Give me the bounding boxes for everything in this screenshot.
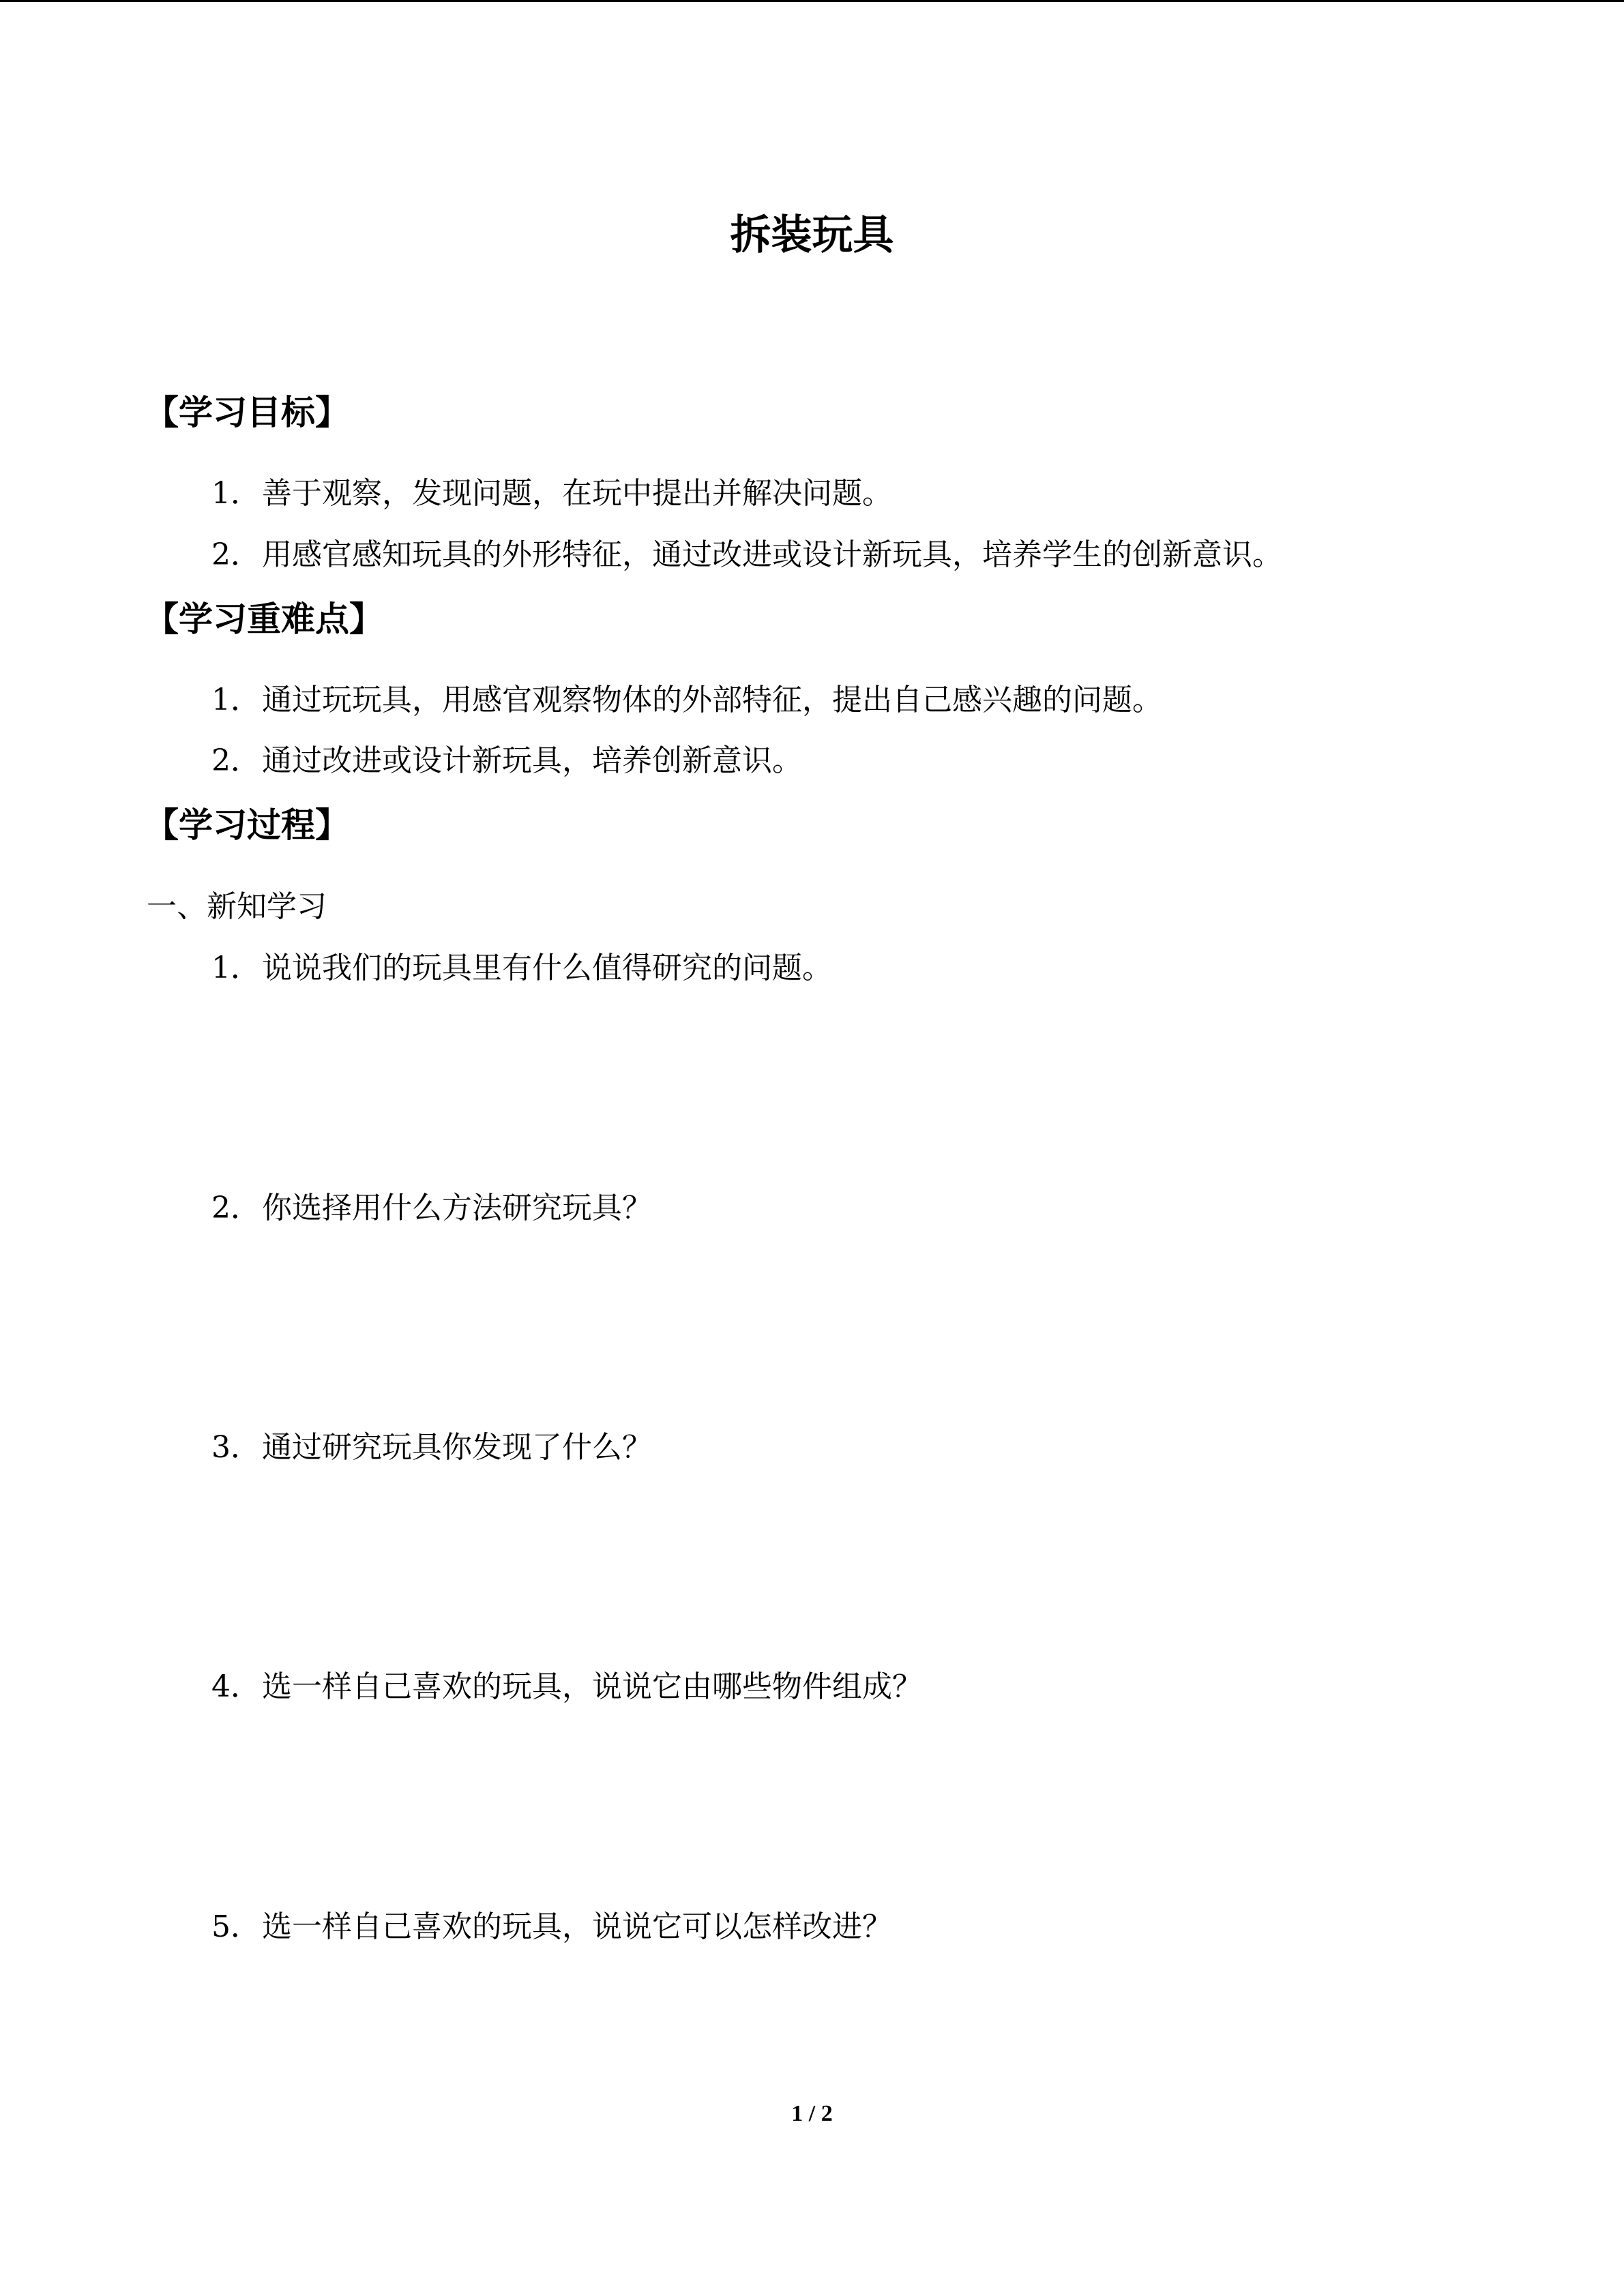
item-number: 2． bbox=[211, 1191, 261, 1225]
item-number: 2． bbox=[211, 537, 261, 572]
document-title: 拆装玩具 bbox=[730, 211, 894, 259]
list-item bbox=[211, 741, 802, 781]
item-number: 5． bbox=[211, 1909, 261, 1944]
item-number: 1． bbox=[211, 951, 261, 985]
item-text: 说说我们的玩具里有什么值得研究的问题。 bbox=[262, 951, 832, 985]
question-item bbox=[211, 1907, 892, 1948]
question-item bbox=[211, 1667, 922, 1708]
item-number: 1． bbox=[211, 476, 261, 511]
item-text: 通过玩玩具，用感官观察物体的外部特征，提出自己感兴趣的问题。 bbox=[262, 683, 1162, 717]
item-text: 善于观察，发现问题，在玩中提出并解决问题。 bbox=[262, 476, 892, 511]
item-text: 你选择用什么方法研究玩具？ bbox=[262, 1191, 652, 1225]
list-item bbox=[211, 473, 892, 514]
list-item bbox=[211, 680, 1162, 721]
item-text: 通过研究玩具你发现了什么？ bbox=[262, 1430, 652, 1465]
item-text: 用感官感知玩具的外形特征，通过改进或设计新玩具，培养学生的创新意识。 bbox=[262, 537, 1282, 572]
item-number: 4． bbox=[211, 1669, 261, 1704]
item-number: 1． bbox=[211, 683, 261, 717]
heading-key-difficulties: 【学习重难点】 bbox=[145, 599, 383, 639]
question-item bbox=[211, 1188, 652, 1229]
subsection-label: 一、新知学习 bbox=[147, 889, 327, 924]
question-item bbox=[211, 1427, 652, 1468]
item-text: 选一样自己喜欢的玩具，说说它由哪些物件组成？ bbox=[262, 1669, 922, 1704]
item-text: 通过改进或设计新玩具，培养创新意识。 bbox=[262, 743, 802, 778]
item-text: 选一样自己喜欢的玩具，说说它可以怎样改进？ bbox=[262, 1909, 892, 1944]
page-number: 1 / 2 bbox=[791, 2101, 833, 2126]
top-border-line bbox=[0, 0, 1624, 2]
question-item bbox=[211, 948, 832, 989]
heading-learning-process: 【学习过程】 bbox=[145, 805, 349, 845]
list-item bbox=[211, 535, 1282, 576]
item-number: 3． bbox=[211, 1430, 261, 1465]
item-number: 2． bbox=[211, 743, 261, 778]
heading-learning-objectives: 【学习目标】 bbox=[145, 393, 349, 432]
